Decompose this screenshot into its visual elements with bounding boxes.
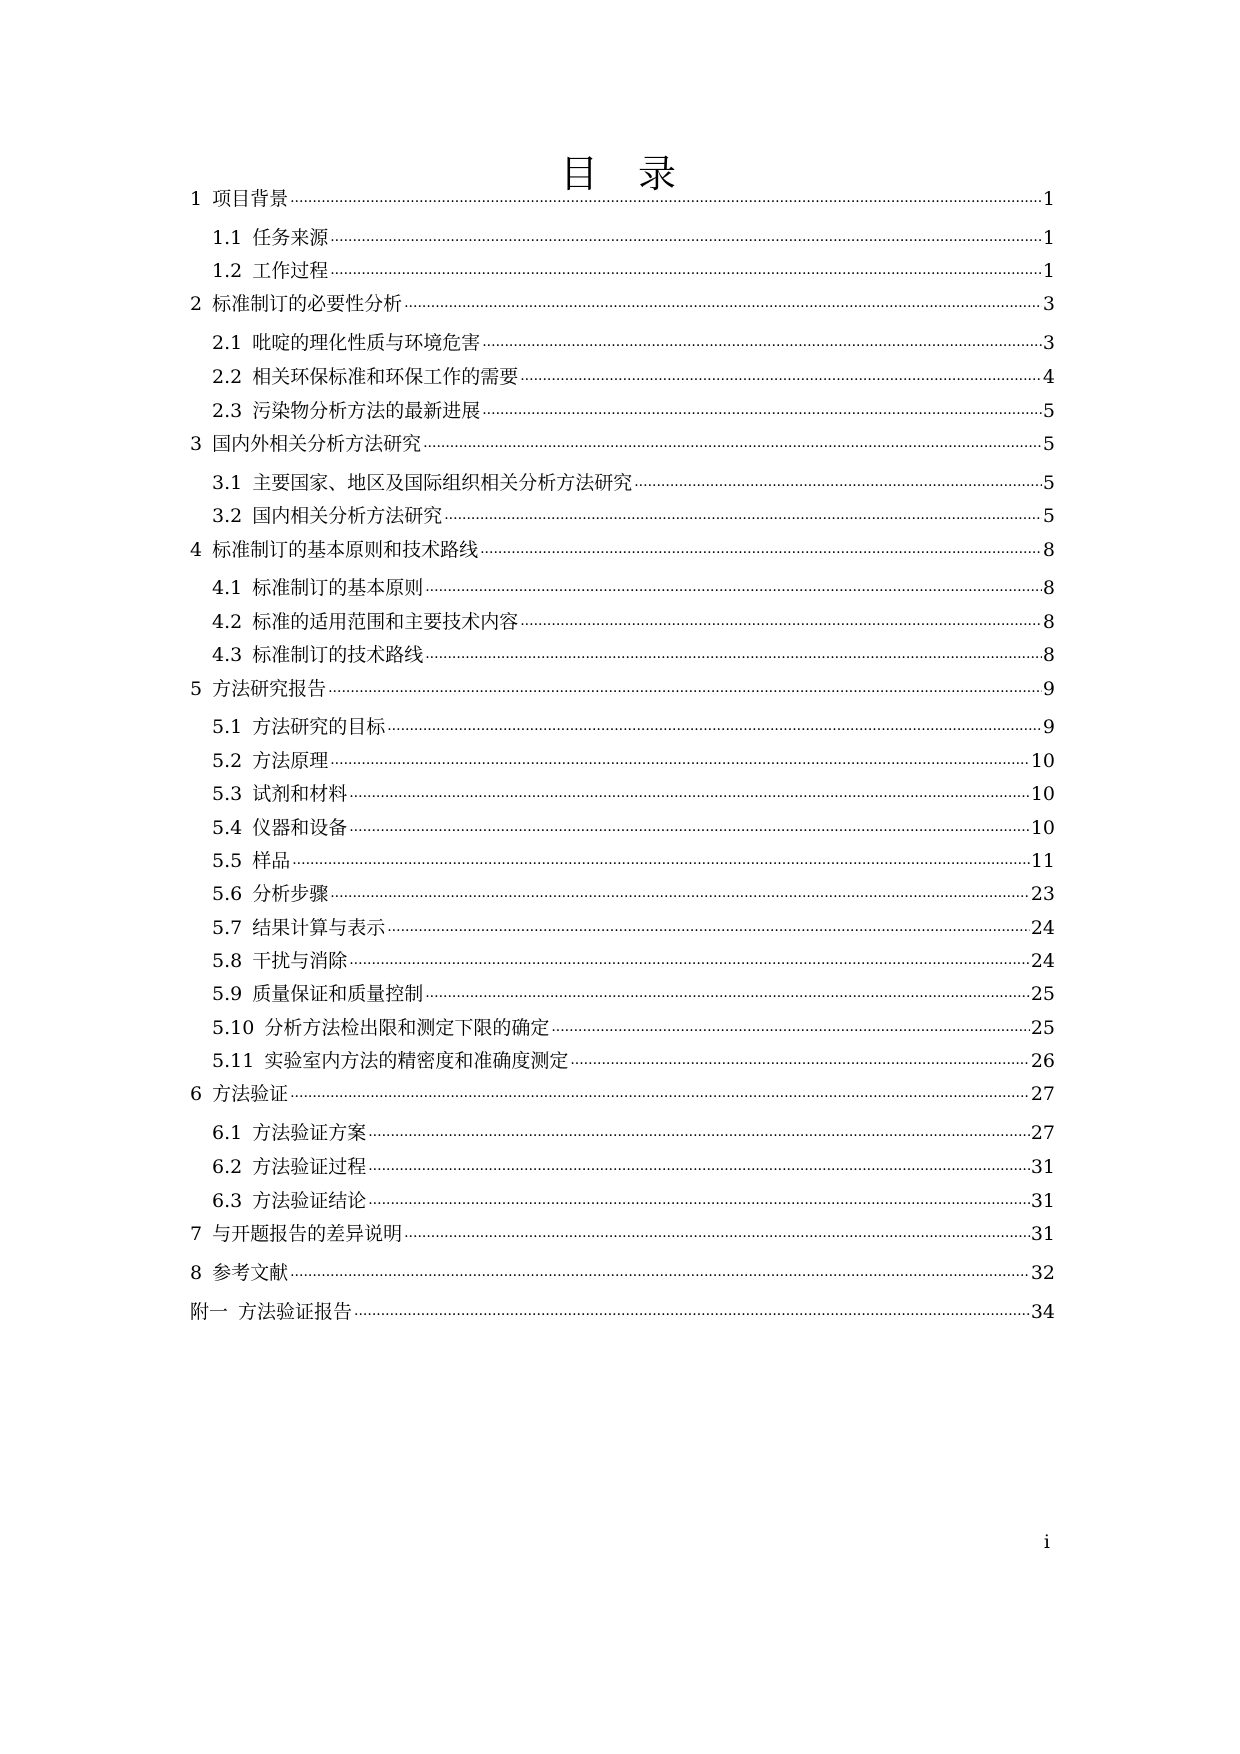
toc-entry[interactable] — [212, 606, 1055, 634]
toc-entry-number: 5.3 — [212, 783, 243, 805]
toc-entry-number: 3 — [190, 433, 203, 455]
toc-entry-number: 3.1 — [212, 472, 243, 494]
toc-entry[interactable] — [212, 467, 1055, 495]
toc-entry[interactable] — [190, 1218, 1055, 1246]
toc-leader-dots — [404, 293, 1042, 313]
toc-entry-number: 1 — [190, 188, 203, 210]
toc-entry[interactable] — [212, 711, 1055, 739]
toc-entry-page: 8 — [1042, 611, 1055, 633]
toc-entry[interactable] — [212, 745, 1055, 773]
toc-entry-text: 国内相关分析方法研究 — [252, 505, 443, 527]
toc-entry[interactable] — [190, 673, 1055, 701]
toc-entry-page: 25 — [1030, 983, 1055, 1005]
toc-entry-page: 9 — [1042, 716, 1055, 738]
toc-entry-page: 27 — [1030, 1122, 1055, 1144]
toc-entry-page: 1 — [1042, 260, 1055, 282]
toc-entry-page: 31 — [1030, 1190, 1055, 1212]
toc-leader-dots — [482, 332, 1042, 352]
toc-entry-label — [212, 982, 424, 1006]
toc-entry[interactable] — [190, 183, 1055, 211]
toc-entry-text: 分析步骤 — [252, 883, 329, 905]
toc-leader-dots — [330, 750, 1030, 770]
toc-entry-label — [212, 331, 481, 355]
toc-entry-label — [190, 187, 289, 211]
toc-entry-page: 4 — [1042, 366, 1055, 388]
toc-entry[interactable] — [212, 1012, 1055, 1040]
toc-entry-label — [212, 782, 348, 806]
toc-leader-dots — [330, 260, 1042, 280]
toc-entry-page: 3 — [1042, 293, 1055, 315]
toc-entry-number: 2.1 — [212, 332, 243, 354]
toc-leader-dots — [404, 1223, 1030, 1243]
toc-entry-number: 5.7 — [212, 917, 243, 939]
toc-leader-dots — [349, 783, 1030, 803]
toc-entry-label — [212, 1121, 367, 1145]
toc-entry-page: 5 — [1042, 472, 1055, 494]
toc-entry-label — [212, 715, 386, 739]
toc-entry[interactable] — [212, 1185, 1055, 1213]
toc-entry-number: 5.10 — [212, 1017, 255, 1039]
toc-entry-text: 参考文献 — [212, 1262, 289, 1284]
toc-entry-number: 3.2 — [212, 505, 243, 527]
toc-entry-label — [190, 677, 327, 701]
toc-entry-text: 工作过程 — [252, 260, 329, 282]
toc-entry-number: 4 — [190, 539, 203, 561]
toc-leader-dots — [425, 983, 1030, 1003]
toc-entry-label — [190, 292, 403, 316]
toc-entry-page: 8 — [1042, 644, 1055, 666]
toc-entry-number: 5 — [190, 678, 203, 700]
toc-entry-text: 标准制订的基本原则 — [252, 577, 424, 599]
toc-entry-page: 9 — [1042, 678, 1055, 700]
toc-entry-page: 26 — [1030, 1050, 1055, 1072]
toc-entry[interactable] — [212, 361, 1055, 389]
toc-entry-page: 5 — [1042, 400, 1055, 422]
toc-entry-label — [212, 1016, 550, 1040]
toc-entry-text: 样品 — [252, 850, 291, 872]
toc-entry-number: 6.1 — [212, 1122, 243, 1144]
toc-entry-text: 仪器和设备 — [252, 817, 348, 839]
toc-entry-label — [212, 226, 329, 250]
toc-entry-text: 结果计算与表示 — [252, 917, 386, 939]
toc-entry[interactable] — [190, 428, 1055, 456]
toc-leader-dots — [482, 400, 1042, 420]
toc-entry-page: 34 — [1030, 1301, 1055, 1323]
toc-leader-dots — [368, 1156, 1030, 1176]
toc-entry[interactable] — [212, 978, 1055, 1006]
toc-entry-label — [190, 538, 479, 562]
toc-leader-dots — [368, 1122, 1030, 1142]
toc-entry[interactable] — [190, 534, 1055, 562]
toc-entry-page: 27 — [1030, 1083, 1055, 1105]
toc-entry-text: 与开题报告的差异说明 — [212, 1223, 403, 1245]
toc-entry-number: 4.2 — [212, 611, 243, 633]
toc-entry-number: 5.8 — [212, 950, 243, 972]
toc-entry-text: 质量保证和质量控制 — [252, 983, 424, 1005]
toc-leader-dots — [520, 611, 1042, 631]
toc-entry-page: 8 — [1042, 539, 1055, 561]
toc-entry-page: 31 — [1030, 1156, 1055, 1178]
toc-entry-text: 任务来源 — [252, 227, 329, 249]
toc-entry-number: 5.1 — [212, 716, 243, 738]
toc-entry-label — [190, 1300, 353, 1324]
toc-entry-page: 31 — [1030, 1223, 1055, 1245]
toc-entry-number: 1.1 — [212, 227, 243, 249]
toc-leader-dots — [570, 1050, 1029, 1070]
toc-entry-page: 25 — [1030, 1017, 1055, 1039]
toc-entry-label — [212, 849, 291, 873]
toc-entry[interactable] — [190, 288, 1055, 316]
toc-entry-number: 5.5 — [212, 850, 243, 872]
toc-leader-dots — [290, 1262, 1030, 1282]
toc-entry-label — [212, 643, 424, 667]
toc-entry-text: 标准制订的必要性分析 — [212, 293, 403, 315]
toc-entry-text: 污染物分析方法的最新进展 — [252, 400, 481, 422]
toc-entry[interactable] — [190, 1257, 1055, 1285]
toc-entry-label — [212, 916, 386, 940]
toc-entry-page: 11 — [1030, 850, 1055, 872]
toc-entry-text: 干扰与消除 — [252, 950, 348, 972]
toc-entry-text: 方法原理 — [252, 750, 329, 772]
toc-entry-number: 5.4 — [212, 817, 243, 839]
toc-leader-dots — [423, 433, 1042, 453]
toc-leader-dots — [290, 1083, 1030, 1103]
toc-entry-label — [212, 259, 329, 283]
toc-entry-page: 1 — [1042, 188, 1055, 210]
toc-entry-text: 方法研究的目标 — [252, 716, 386, 738]
toc-entry[interactable] — [212, 878, 1055, 906]
toc-entry-text: 吡啶的理化性质与环境危害 — [252, 332, 481, 354]
toc-entry-text: 标准制订的技术路线 — [252, 644, 424, 666]
toc-leader-dots — [387, 716, 1042, 736]
toc-entry-label — [212, 949, 348, 973]
toc-entry[interactable] — [212, 812, 1055, 840]
toc-entry[interactable] — [212, 1117, 1055, 1145]
toc-entry-page: 23 — [1030, 883, 1055, 905]
toc-entry-label — [190, 1222, 403, 1246]
toc-entry-page: 1 — [1042, 227, 1055, 249]
toc-entry-number: 6.3 — [212, 1190, 243, 1212]
toc-entry-page: 10 — [1030, 750, 1055, 772]
toc-entry-number: 8 — [190, 1262, 203, 1284]
toc-entry-page: 5 — [1042, 505, 1055, 527]
toc-entry-label — [212, 471, 633, 495]
toc-entry-label — [190, 1082, 289, 1106]
toc-entry-page: 5 — [1042, 433, 1055, 455]
toc-entry-text: 国内外相关分析方法研究 — [212, 433, 422, 455]
toc-entry-label — [212, 399, 481, 423]
toc-entry-number: 2.2 — [212, 366, 243, 388]
toc-entry-number: 2 — [190, 293, 203, 315]
toc-entry-number: 1.2 — [212, 260, 243, 282]
toc-leader-dots — [520, 366, 1042, 386]
toc-entry-text: 方法验证 — [212, 1083, 289, 1105]
toc-entry-number: 4.1 — [212, 577, 243, 599]
toc-entry-label — [212, 365, 519, 389]
toc-entry-page: 10 — [1030, 817, 1055, 839]
toc-entry-number: 7 — [190, 1223, 203, 1245]
toc-leader-dots — [425, 644, 1042, 664]
toc-entry[interactable] — [190, 1296, 1055, 1324]
toc-leader-dots — [444, 505, 1042, 525]
toc-entry-label — [212, 504, 443, 528]
toc-entry-label — [212, 1049, 569, 1073]
toc-entry-label — [212, 749, 329, 773]
toc-entry-label — [212, 610, 519, 634]
toc-entry-number: 6.2 — [212, 1156, 243, 1178]
toc-leader-dots — [330, 227, 1042, 247]
toc-entry[interactable] — [212, 327, 1055, 355]
toc-leader-dots — [330, 883, 1030, 903]
toc-entry-label — [212, 1189, 367, 1213]
toc-entry-text: 实验室内方法的精密度和准确度测定 — [264, 1050, 569, 1072]
toc-entry-number: 5.2 — [212, 750, 243, 772]
toc-leader-dots — [354, 1301, 1030, 1321]
toc-entry-text: 方法验证报告 — [238, 1301, 353, 1323]
toc-entry-text: 方法验证方案 — [252, 1122, 367, 1144]
toc-leader-dots — [292, 850, 1030, 870]
toc-entry-page: 10 — [1030, 783, 1055, 805]
toc-entry-number: 2.3 — [212, 400, 243, 422]
toc-entry-number: 6 — [190, 1083, 203, 1105]
toc-entry-text: 相关环保标准和环保工作的需要 — [252, 366, 519, 388]
toc-leader-dots — [368, 1190, 1030, 1210]
toc-leader-dots — [349, 950, 1030, 970]
toc-entry[interactable] — [212, 845, 1055, 873]
toc-entry[interactable] — [212, 1045, 1055, 1073]
toc-leader-dots — [634, 472, 1042, 492]
toc-entry-text: 项目背景 — [212, 188, 289, 210]
toc-entry-number: 5.11 — [212, 1050, 255, 1072]
toc-title: 目 录 — [559, 152, 691, 196]
toc-entry-number: 4.3 — [212, 644, 243, 666]
toc-entry-text: 方法验证过程 — [252, 1156, 367, 1178]
toc-leader-dots — [387, 917, 1030, 937]
toc-entry-label — [190, 432, 422, 456]
toc-entry-page: 32 — [1030, 1262, 1055, 1284]
toc-leader-dots — [551, 1017, 1029, 1037]
toc-entry[interactable] — [212, 572, 1055, 600]
page-number-footer: i — [1043, 1531, 1050, 1553]
toc-entry-text: 分析方法检出限和测定下限的确定 — [264, 1017, 550, 1039]
toc-entry-label — [212, 1155, 367, 1179]
toc-entry-number: 5.9 — [212, 983, 243, 1005]
toc-entry-text: 方法验证结论 — [252, 1190, 367, 1212]
toc-entry[interactable] — [212, 1151, 1055, 1179]
toc-entry-label — [212, 576, 424, 600]
toc-entry[interactable] — [212, 500, 1055, 528]
toc-leader-dots — [328, 678, 1042, 698]
toc-entry-text: 方法研究报告 — [212, 678, 327, 700]
toc-entry-label — [212, 882, 329, 906]
toc-leader-dots — [349, 817, 1030, 837]
toc-entry-page: 3 — [1042, 332, 1055, 354]
toc-entry-page: 24 — [1030, 917, 1055, 939]
toc-entry[interactable] — [212, 778, 1055, 806]
toc-entry-text: 标准的适用范围和主要技术内容 — [252, 611, 519, 633]
toc-entry[interactable] — [212, 395, 1055, 423]
toc-entry-text: 主要国家、地区及国际组织相关分析方法研究 — [252, 472, 633, 494]
toc-entry-label — [212, 816, 348, 840]
toc-leader-dots — [425, 577, 1042, 597]
toc-leader-dots — [290, 188, 1042, 208]
toc-entry-page: 24 — [1030, 950, 1055, 972]
toc-entry[interactable] — [212, 255, 1055, 283]
toc-leader-dots — [480, 539, 1042, 559]
toc-entry-number: 附一 — [190, 1301, 229, 1323]
toc-entry-label — [190, 1261, 289, 1285]
toc-entry[interactable] — [212, 639, 1055, 667]
toc-entry[interactable] — [212, 945, 1055, 973]
toc-entry-number: 5.6 — [212, 883, 243, 905]
toc-entry[interactable] — [212, 222, 1055, 250]
toc-entry-page: 8 — [1042, 577, 1055, 599]
toc-entry[interactable] — [190, 1078, 1055, 1106]
toc-entry[interactable] — [212, 912, 1055, 940]
toc-entry-text: 标准制订的基本原则和技术路线 — [212, 539, 479, 561]
toc-entry-text: 试剂和材料 — [252, 783, 348, 805]
